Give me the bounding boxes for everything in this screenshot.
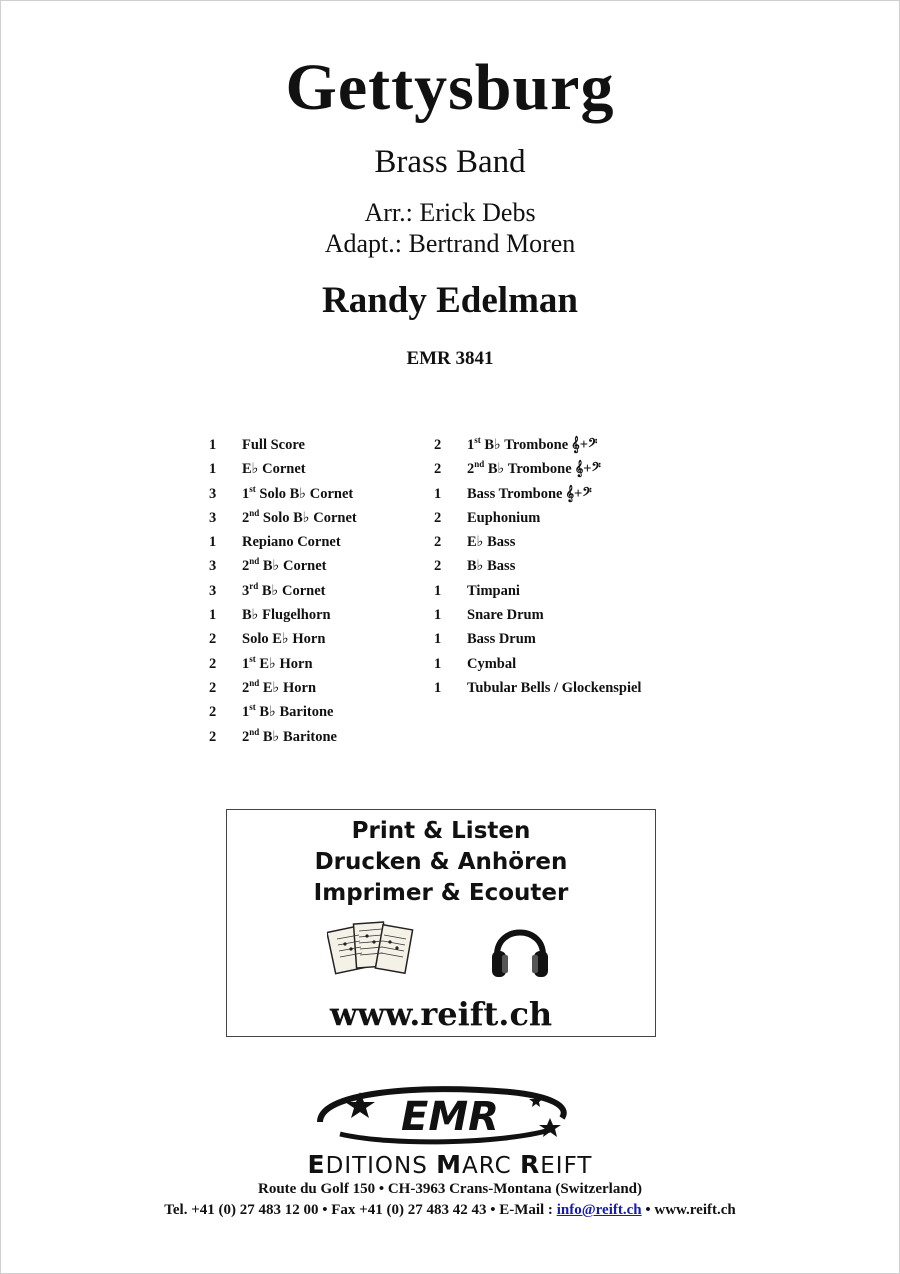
- promo-website: www.reift.ch: [329, 995, 553, 1033]
- part-name: [467, 652, 516, 676]
- part-name-text: 2: [242, 728, 250, 745]
- part-row: [209, 433, 357, 457]
- part-name: [242, 700, 333, 724]
- part-name-text: Solo E♭ Horn: [242, 631, 326, 648]
- part-row: [434, 433, 641, 457]
- clef-icon: 𝄞+𝄢: [565, 485, 592, 502]
- publisher-address: Route du Golf 150 • CH-3963 Crans-Montana (Switzerland): [258, 1181, 642, 1197]
- part-name-text: B♭ Baritone: [255, 704, 334, 721]
- part-name: [467, 676, 641, 700]
- part-name-text: Full Score: [242, 437, 305, 453]
- part-row: [434, 603, 641, 627]
- part-quantity: 2: [434, 437, 442, 453]
- part-name-text: E♭ Horn: [255, 655, 313, 672]
- part-row: [209, 627, 357, 651]
- adapter-credit: Adapt.: Bertrand Moren: [324, 229, 576, 258]
- part-row: [209, 652, 357, 676]
- part-name-text: 1: [242, 485, 250, 502]
- part-row: [209, 457, 357, 481]
- part-ordinal-suffix: st: [249, 653, 256, 664]
- headphones-icon: [489, 915, 551, 983]
- part-name-text: 2: [242, 679, 250, 696]
- part-row: [209, 482, 357, 506]
- part-name-text: B♭ Trombone: [484, 461, 572, 478]
- part-ordinal-suffix: st: [249, 702, 256, 713]
- part-name: [467, 506, 540, 530]
- part-ordinal-suffix: st: [474, 435, 481, 446]
- part-ordinal-suffix: nd: [249, 556, 260, 567]
- arranger-credit: Arr.: Erick Debs: [364, 198, 536, 227]
- part-name-text: Euphonium: [467, 509, 541, 526]
- part-row: [434, 652, 641, 676]
- part-name: [242, 627, 325, 651]
- part-name: [242, 554, 327, 578]
- part-quantity: 3: [209, 485, 217, 502]
- part-row: [209, 700, 357, 724]
- part-name: [242, 506, 357, 530]
- composer-name: Randy Edelman: [322, 280, 578, 321]
- part-row: [209, 603, 357, 627]
- part-ordinal-suffix: nd: [474, 459, 485, 470]
- part-name-text: Bass Drum: [467, 631, 536, 648]
- part-quantity: 2: [434, 461, 442, 478]
- part-row: [434, 554, 641, 578]
- part-name-text: 2: [467, 461, 475, 478]
- part-row: [209, 579, 357, 603]
- part-quantity: 2: [209, 679, 217, 696]
- part-row: [434, 579, 641, 603]
- part-ordinal-suffix: nd: [249, 508, 260, 519]
- part-name: [467, 433, 568, 457]
- part-name-text: E♭ Cornet: [242, 461, 306, 478]
- ensemble-subtitle: Brass Band: [374, 144, 526, 180]
- part-quantity: 3: [209, 509, 217, 526]
- part-name-text: 1: [467, 437, 475, 453]
- part-row: [434, 506, 641, 530]
- part-quantity: 2: [209, 631, 217, 648]
- part-name: [242, 579, 326, 603]
- part-row: [434, 482, 641, 506]
- part-quantity: 3: [209, 582, 217, 599]
- part-name: [467, 603, 544, 627]
- part-name: [242, 725, 337, 749]
- part-name: [242, 676, 316, 700]
- sheet-music-icon: [327, 917, 419, 983]
- part-row: [434, 627, 641, 651]
- part-quantity: 2: [209, 655, 217, 672]
- part-name-text: Timpani: [467, 582, 520, 599]
- part-quantity: 1: [434, 582, 442, 599]
- part-quantity: 2: [209, 728, 217, 745]
- part-name-text: Snare Drum: [467, 607, 544, 624]
- part-name: [242, 457, 306, 481]
- part-name-text: Repiano Cornet: [242, 534, 341, 551]
- contact-phone-fax: Tel. +41 (0) 27 483 12 00 • Fax +41 (0) 27 483 42 43 • E-Mail :: [164, 1202, 557, 1218]
- publisher-letter: E: [307, 1150, 326, 1179]
- part-name-text: 2: [242, 509, 250, 526]
- part-name-text: B♭ Cornet: [259, 558, 327, 575]
- part-name: [242, 652, 313, 676]
- part-name: [467, 482, 562, 506]
- promo-line-german: Drucken & Anhören: [314, 849, 568, 875]
- part-quantity: 3: [209, 558, 217, 575]
- part-name-text: 1: [242, 655, 250, 672]
- part-quantity: 1: [209, 607, 217, 624]
- part-name-text: Solo B♭ Cornet: [255, 485, 354, 502]
- publisher-word: DITIONS: [325, 1153, 437, 1179]
- part-row: [209, 506, 357, 530]
- part-name-text: Solo B♭ Cornet: [259, 509, 357, 526]
- part-name-text: 2: [242, 558, 250, 575]
- part-name-text: Bass Trombone: [467, 485, 563, 502]
- publisher-word: EIFT: [540, 1153, 593, 1179]
- part-name: [242, 603, 331, 627]
- part-quantity: 2: [209, 704, 217, 721]
- part-name: [467, 579, 520, 603]
- part-name-text: 3: [242, 582, 250, 599]
- part-name-text: 1: [242, 704, 250, 721]
- part-row: [434, 457, 641, 481]
- part-quantity: 1: [209, 534, 217, 551]
- publisher-word: ARC: [462, 1153, 520, 1179]
- part-ordinal-suffix: nd: [249, 678, 260, 689]
- part-row: [434, 530, 641, 554]
- part-quantity: 2: [434, 558, 442, 575]
- promo-line-english: Print & Listen: [351, 818, 531, 844]
- part-quantity: 1: [434, 655, 442, 672]
- parts-list-right: [434, 433, 641, 700]
- part-ordinal-suffix: rd: [249, 580, 259, 591]
- email-link[interactable]: info@reift.ch: [556, 1202, 642, 1218]
- part-name-text: E♭ Horn: [259, 679, 317, 696]
- part-ordinal-suffix: nd: [249, 726, 260, 737]
- catalog-number: EMR 3841: [406, 348, 494, 369]
- part-name: [242, 530, 341, 554]
- contact-website: • www.reift.ch: [641, 1202, 736, 1218]
- parts-list-left: [209, 433, 357, 749]
- part-quantity: 1: [434, 607, 442, 624]
- publisher-letter: R: [520, 1150, 541, 1179]
- emr-logo-text: EMR: [401, 1094, 499, 1140]
- part-name: [467, 530, 515, 554]
- part-name-text: Tubular Bells / Glockenspiel: [467, 679, 642, 696]
- part-name-text: B♭ Bass: [467, 558, 516, 575]
- part-name-text: B♭ Cornet: [258, 582, 326, 599]
- promo-line-french: Imprimer & Ecouter: [313, 880, 569, 906]
- promo-box: [226, 809, 656, 1037]
- part-name-text: E♭ Bass: [467, 534, 516, 551]
- part-name-text: B♭ Trombone: [480, 437, 569, 453]
- part-name-text: B♭ Baritone: [259, 728, 337, 745]
- clef-icon: 𝄞+𝄢: [574, 461, 601, 478]
- publisher-contact: [0, 1202, 900, 1219]
- part-name-text: Cymbal: [467, 655, 517, 672]
- part-quantity: 2: [434, 534, 442, 551]
- part-row: [209, 554, 357, 578]
- part-quantity: 1: [209, 437, 217, 453]
- part-ordinal-suffix: st: [249, 483, 256, 494]
- part-name: [242, 482, 353, 506]
- part-quantity: 2: [434, 509, 442, 526]
- part-name: [242, 433, 305, 457]
- part-quantity: 1: [434, 485, 442, 502]
- emr-logo: [300, 1082, 600, 1148]
- part-row: [209, 725, 357, 749]
- page-title: Gettysburg: [285, 51, 615, 124]
- part-name-text: B♭ Flugelhorn: [242, 607, 331, 624]
- part-quantity: 1: [434, 631, 442, 648]
- part-name: [467, 457, 572, 481]
- part-name: [467, 627, 536, 651]
- publisher-name: [0, 1150, 900, 1179]
- clef-icon: 𝄞+𝄢: [571, 437, 598, 453]
- publisher-letter: M: [436, 1150, 463, 1179]
- part-row: [209, 676, 357, 700]
- part-row: [434, 676, 641, 700]
- part-name: [467, 554, 515, 578]
- part-quantity: 1: [209, 461, 217, 478]
- part-row: [209, 530, 357, 554]
- part-quantity: 1: [434, 679, 442, 696]
